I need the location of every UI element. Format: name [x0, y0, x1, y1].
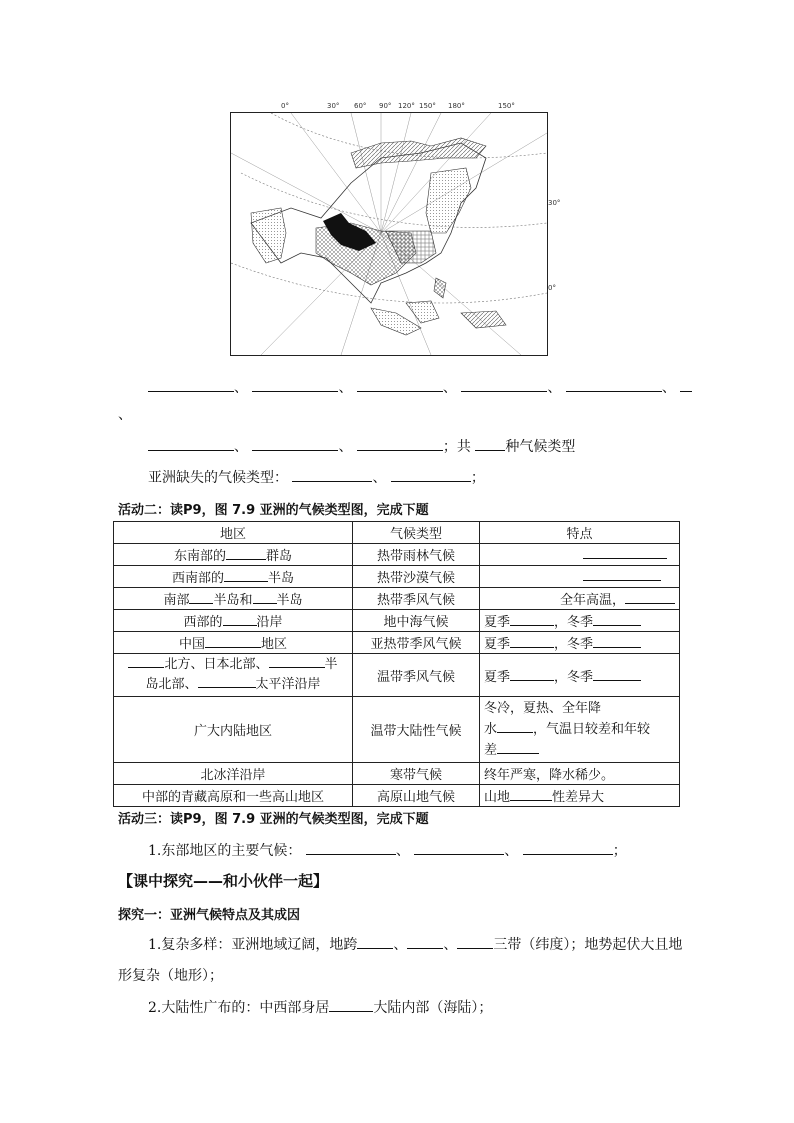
answer-blank[interactable] — [583, 568, 661, 581]
region-text: 北方、日本北部、 — [164, 657, 269, 672]
lat-label: 30° — [548, 199, 561, 207]
paragraph-text: 大陆内部（海陆）； — [373, 1000, 493, 1016]
answer-blank[interactable] — [357, 936, 393, 949]
answer-blank[interactable] — [461, 379, 547, 392]
answer-blank[interactable] — [224, 569, 268, 582]
table-row — [114, 566, 680, 588]
lon-label: 0° — [281, 102, 289, 110]
region-text: 北冰洋沿岸 — [114, 763, 353, 785]
paragraph-text: 2.大陆性广布的：中西部身居 — [148, 1000, 330, 1016]
missing-label: 亚洲缺失的气候类型： — [148, 470, 288, 486]
table-row — [114, 588, 680, 610]
climate-type: 寒带气候 — [353, 763, 480, 785]
answer-blank[interactable] — [226, 547, 266, 560]
feature-text: ，冬季 — [554, 615, 594, 630]
table-row — [114, 785, 680, 807]
table-header: 地区 — [114, 522, 353, 544]
feature-text: 差 — [484, 743, 498, 758]
lon-label: 150° — [419, 102, 436, 110]
answer-blank[interactable] — [253, 591, 277, 604]
answer-blank[interactable] — [510, 613, 554, 626]
asia-climate-map — [230, 112, 548, 356]
climate-type: 温带大陆性气候 — [353, 697, 480, 763]
section-title: 【课中探究——和小伙伴一起】 — [118, 872, 329, 890]
answer-blank[interactable] — [510, 788, 552, 801]
answer-blank[interactable] — [414, 842, 504, 855]
missing-climate-line — [148, 467, 485, 487]
activity3-title: 活动三：读P9，图 7.9 亚洲的气候类型图，完成下题 — [118, 812, 429, 827]
region-text: 半岛和 — [213, 593, 253, 608]
feature-text: 山地 — [484, 790, 511, 805]
separator: ； — [612, 843, 627, 859]
separator: 、 — [118, 407, 132, 423]
answer-blank[interactable] — [593, 635, 641, 648]
separator: 、 — [372, 470, 387, 486]
answer-blank[interactable] — [292, 469, 372, 482]
explore1-title: 探究一：亚洲气候特点及其成因 — [118, 908, 301, 923]
separator: 、 — [393, 937, 408, 953]
line-text: ；共 — [442, 439, 471, 455]
separator: 、 — [234, 439, 248, 455]
region-text: 西部的 — [183, 615, 223, 630]
climate-type: 温带季风气候 — [353, 654, 480, 697]
answer-blank[interactable] — [205, 635, 261, 648]
feature-text: 冬冷，夏热、全年降 — [484, 701, 602, 716]
region-text: 中国 — [178, 637, 205, 652]
answer-blank[interactable] — [625, 591, 675, 604]
answer-blank[interactable] — [148, 379, 234, 392]
separator: ； — [470, 470, 485, 486]
separator: 、 — [661, 380, 676, 396]
answer-blank[interactable] — [457, 936, 493, 949]
region-text: 太平洋沿岸 — [255, 677, 321, 692]
separator: 、 — [504, 843, 519, 859]
answer-blank[interactable] — [223, 613, 257, 626]
separator: 、 — [442, 380, 457, 396]
feature-text: 夏季 — [484, 615, 511, 630]
lon-label: 30° — [327, 102, 340, 110]
question-text: 1.东部地区的主要气候： — [148, 843, 302, 859]
activity3-q1 — [148, 840, 627, 860]
region-text: 中部的青藏高原和一些高山地区 — [114, 785, 353, 807]
feature-text: 夏季 — [484, 669, 511, 685]
feature-text: ，冬季 — [554, 637, 594, 652]
climate-type: 热带雨林气候 — [353, 544, 480, 566]
answer-blank[interactable] — [128, 655, 164, 668]
answer-blank[interactable] — [407, 936, 443, 949]
region-text: 广大内陆地区 — [114, 697, 353, 763]
answer-blank[interactable] — [189, 591, 213, 604]
region-text: 南部 — [163, 593, 190, 608]
region-text: 岛北部、 — [145, 677, 198, 692]
table-row — [114, 544, 680, 566]
lon-label: 180° — [448, 102, 465, 110]
climate-type: 高原山地气候 — [353, 785, 480, 807]
separator: 、 — [338, 380, 353, 396]
answer-blank[interactable] — [198, 675, 256, 688]
fill-line-2 — [148, 436, 575, 456]
feature-text: ，冬季 — [554, 669, 594, 685]
activity2-title: 活动二：读P9，图 7.9 亚洲的气候类型图，完成下题 — [118, 503, 429, 518]
answer-blank[interactable] — [680, 379, 692, 392]
separator: 、 — [338, 439, 353, 455]
answer-blank[interactable] — [497, 741, 539, 754]
answer-blank[interactable] — [252, 438, 338, 451]
feature-text: ，气温日较差和年较 — [533, 722, 651, 737]
answer-blank[interactable] — [475, 438, 505, 451]
climate-type: 热带沙漠气候 — [353, 566, 480, 588]
separator: 、 — [234, 380, 248, 396]
answer-blank[interactable] — [510, 635, 554, 648]
table-row — [114, 610, 680, 632]
paragraph-text: 三带（纬度）；地势起伏大且地 — [493, 937, 683, 953]
answer-blank[interactable] — [583, 546, 667, 559]
answer-blank[interactable] — [593, 668, 641, 681]
answer-blank[interactable] — [523, 842, 613, 855]
region-text: 半岛 — [268, 571, 295, 586]
lon-label: 60° — [354, 102, 367, 110]
climate-type: 亚热带季风气候 — [353, 632, 480, 654]
table-header: 特点 — [480, 522, 680, 544]
answer-blank[interactable] — [269, 655, 325, 668]
region-text: 地区 — [261, 637, 288, 652]
region-text: 沿岸 — [256, 615, 283, 630]
fill-line-1 — [148, 377, 692, 397]
separator: 、 — [547, 380, 562, 396]
climate-type: 热带季风气候 — [353, 588, 480, 610]
answer-blank[interactable] — [566, 379, 662, 392]
separator: 、 — [395, 843, 410, 859]
region-text: 半岛 — [276, 593, 303, 608]
separator: 、 — [443, 937, 458, 953]
climate-table — [113, 521, 680, 807]
feature-text: 性差异大 — [552, 790, 605, 805]
explore1-p2 — [148, 997, 492, 1017]
region-text: 群岛 — [266, 549, 293, 564]
lon-label: 90° — [379, 102, 392, 110]
lat-label: 0° — [548, 284, 556, 292]
region-text: 西南部的 — [171, 571, 224, 586]
table-row — [114, 632, 680, 654]
lon-label: 150° — [498, 102, 515, 110]
table-row — [114, 763, 680, 785]
paragraph-text: 形复杂（地形）； — [118, 968, 223, 984]
answer-blank[interactable] — [306, 842, 396, 855]
answer-blank[interactable] — [497, 720, 533, 733]
answer-blank[interactable] — [252, 379, 338, 392]
line-text: 种气候类型 — [505, 439, 576, 455]
paragraph-text: 1.复杂多样：亚洲地域辽阔，地跨 — [148, 937, 358, 953]
answer-blank[interactable] — [329, 999, 373, 1012]
table-row — [114, 654, 680, 697]
table-row — [114, 697, 680, 763]
answer-blank[interactable] — [593, 613, 641, 626]
answer-blank[interactable] — [357, 438, 443, 451]
feature-text: 终年严寒，降水稀少。 — [480, 763, 680, 785]
climate-type: 地中海气候 — [353, 610, 480, 632]
feature-text: 夏季 — [484, 637, 511, 652]
feature-text: 全年高温， — [559, 593, 625, 608]
table-header: 气候类型 — [353, 522, 480, 544]
answer-blank[interactable] — [391, 469, 471, 482]
explore1-p1 — [148, 934, 682, 954]
answer-blank[interactable] — [148, 438, 234, 451]
region-text: 东南部的 — [173, 549, 226, 564]
answer-blank[interactable] — [357, 379, 443, 392]
answer-blank[interactable] — [510, 668, 554, 681]
feature-text: 水 — [484, 722, 498, 737]
map-graphic — [231, 113, 547, 355]
region-text: 半 — [324, 657, 338, 672]
lon-label: 120° — [398, 102, 415, 110]
